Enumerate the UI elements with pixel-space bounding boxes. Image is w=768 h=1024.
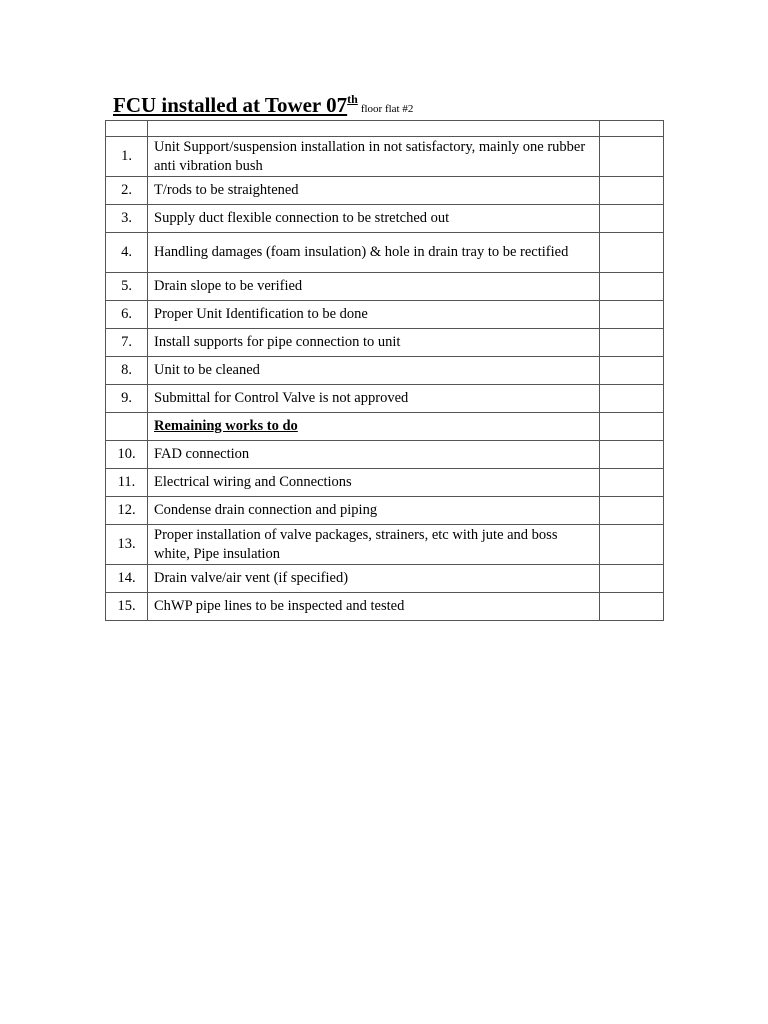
row-number: 7. <box>106 329 148 357</box>
row-status-cell <box>600 177 664 205</box>
table-row <box>106 301 664 329</box>
row-description: T/rods to be straightened <box>148 177 600 205</box>
row-description: Install supports for pipe connection to unit <box>148 329 600 357</box>
row-status-cell <box>600 469 664 497</box>
row-description: Drain valve/air vent (if specified) <box>148 565 600 593</box>
row-description <box>148 413 600 441</box>
table-row <box>106 137 664 177</box>
table-row <box>106 593 664 621</box>
row-description: Unit to be cleaned <box>148 357 600 385</box>
table-row <box>106 273 664 301</box>
punch-list-table <box>105 120 664 621</box>
row-status-cell <box>600 565 664 593</box>
table-row <box>106 441 664 469</box>
row-status-cell <box>600 497 664 525</box>
table-header-row <box>106 121 664 137</box>
row-number: 15. <box>106 593 148 621</box>
table-row <box>106 385 664 413</box>
row-status-cell <box>600 357 664 385</box>
row-number <box>106 413 148 441</box>
table-row <box>106 497 664 525</box>
row-number: 8. <box>106 357 148 385</box>
row-number: 5. <box>106 273 148 301</box>
table-row <box>106 565 664 593</box>
row-description: Submittal for Control Valve is not approved <box>148 385 600 413</box>
row-description: Proper installation of valve packages, strainers, etc with jute and boss white, Pipe insulation <box>148 525 600 565</box>
row-number: 1. <box>106 137 148 177</box>
row-status-cell <box>600 441 664 469</box>
row-description: FAD connection <box>148 441 600 469</box>
row-description: Proper Unit Identification to be done <box>148 301 600 329</box>
table-row <box>106 525 664 565</box>
row-description: Drain slope to be verified <box>148 273 600 301</box>
row-number: 2. <box>106 177 148 205</box>
row-description: Condense drain connection and piping <box>148 497 600 525</box>
row-status-cell <box>600 233 664 273</box>
row-status-cell <box>600 205 664 233</box>
title-suffix: floor flat #2 <box>360 103 414 115</box>
row-number: 3. <box>106 205 148 233</box>
document-title <box>113 92 413 118</box>
table-row <box>106 329 664 357</box>
row-status-cell <box>600 593 664 621</box>
table-row <box>106 469 664 497</box>
row-status-cell <box>600 301 664 329</box>
row-description: Unit Support/suspension installation in not satisfactory, mainly one rubber anti vibration bush <box>148 137 600 177</box>
row-number: 14. <box>106 565 148 593</box>
row-number: 11. <box>106 469 148 497</box>
section-header-row <box>106 413 664 441</box>
row-description: Electrical wiring and Connections <box>148 469 600 497</box>
row-number: 6. <box>106 301 148 329</box>
header-cell-description <box>148 121 600 137</box>
title-superscript: th <box>347 92 358 106</box>
header-cell-status <box>600 121 664 137</box>
row-number: 4. <box>106 233 148 273</box>
row-status-cell <box>600 413 664 441</box>
row-status-cell <box>600 385 664 413</box>
row-number: 13. <box>106 525 148 565</box>
row-number: 9. <box>106 385 148 413</box>
row-number: 10. <box>106 441 148 469</box>
table-row <box>106 233 664 273</box>
row-status-cell <box>600 329 664 357</box>
row-status-cell <box>600 137 664 177</box>
row-description: Handling damages (foam insulation) & hole in drain tray to be rectified <box>148 233 600 273</box>
row-status-cell <box>600 525 664 565</box>
title-main: FCU installed at Tower 07 <box>113 93 348 117</box>
row-description: ChWP pipe lines to be inspected and tested <box>148 593 600 621</box>
table-row <box>106 357 664 385</box>
table-row <box>106 177 664 205</box>
row-description: Supply duct flexible connection to be stretched out <box>148 205 600 233</box>
row-status-cell <box>600 273 664 301</box>
header-cell-number <box>106 121 148 137</box>
table-row <box>106 205 664 233</box>
row-number: 12. <box>106 497 148 525</box>
remaining-works-heading: Remaining works to do <box>154 418 298 434</box>
